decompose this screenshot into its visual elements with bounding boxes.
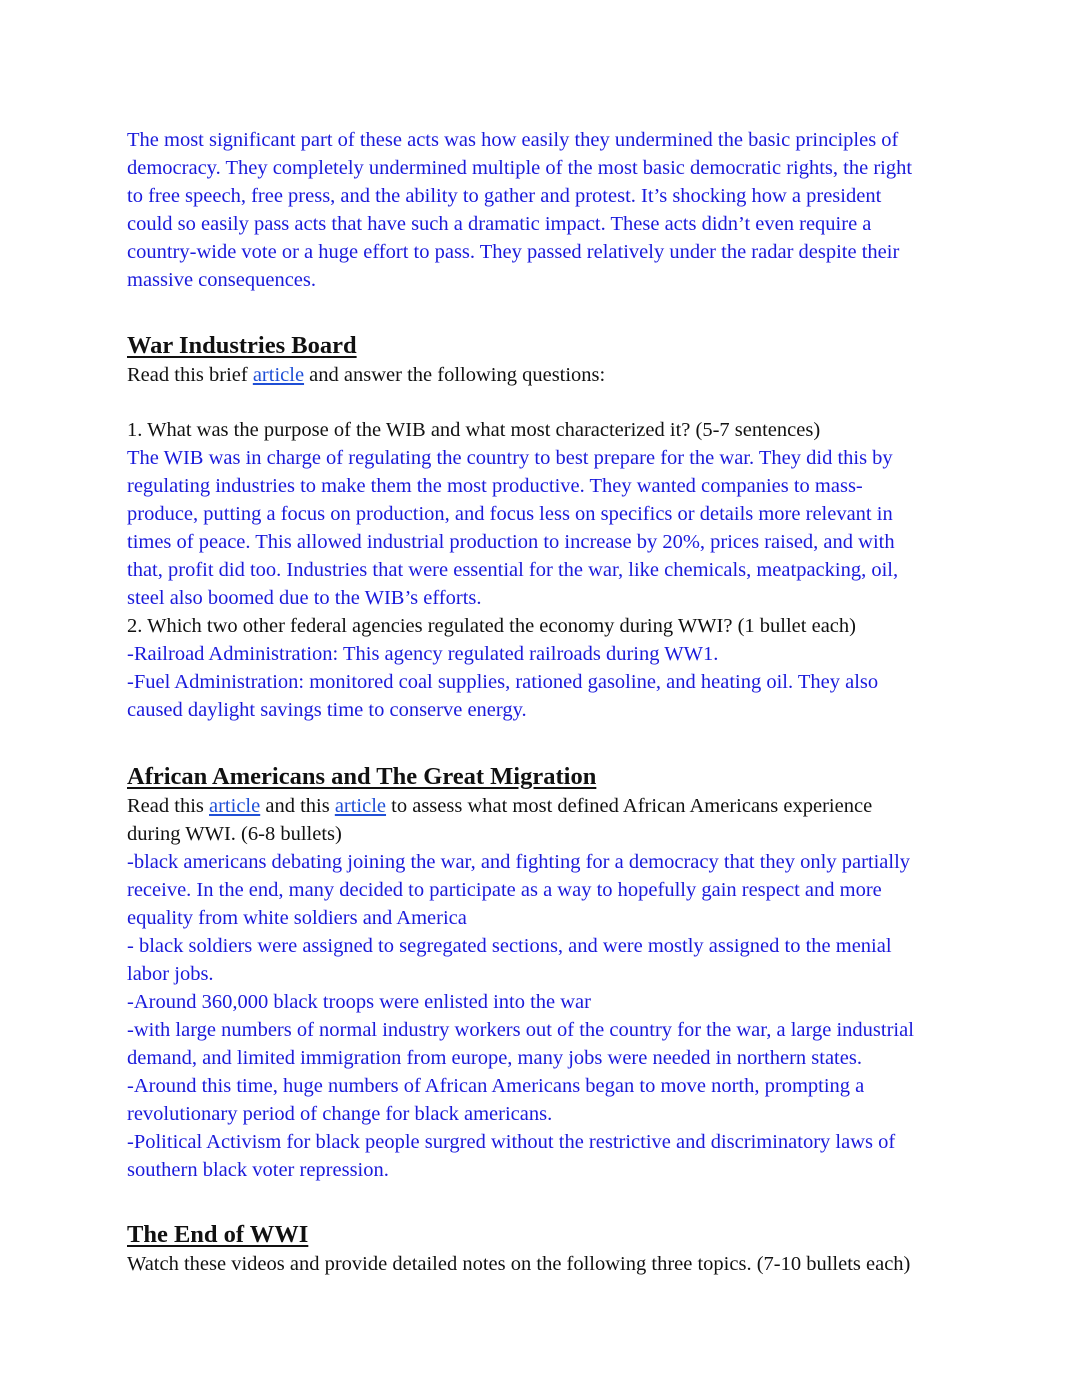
- gm-instr-part-3: to assess what most defined African Americans experience during WWI. (6-8 bullets): [127, 795, 873, 845]
- gm-article-link-2[interactable]: article: [334, 795, 387, 817]
- wib-answer-1: The WIB was in charge of regulating the country to best prepare for the war. They did this by regulating industries to make them the most productive. They wanted companies to mass- produce, putting a focus on production, and focus less on specifics or details more relevant in times of peace. This allowed industrial production to increase by 20%, prices raised, and with that, profit did too. Industries that were essential for the war, like chemicals, meatpacking, oil, steel also boomed due to the WIB’s efforts.: [127, 447, 899, 609]
- wib-question-2: 2. Which two other federal agencies regulated the economy during WWI? (1 bullet each): [127, 615, 856, 637]
- wib-instructions: [127, 361, 960, 389]
- gm-instr-part-2: and this: [260, 795, 335, 817]
- intro-answer-paragraph: The most significant part of these acts was how easily they undermined the basic principles of democracy. They completely undermined multiple of the most basic democratic rights, the right to free speech, free press, and the ability to gather and protest. It’s shocking how a president could so easily pass acts that have such a dramatic impact. These acts didn’t even require a country-wide vote or a huge effort to pass. They passed relatively under the radar despite their massive consequences.: [127, 129, 913, 291]
- great-migration-section: [127, 762, 960, 1184]
- end-of-wwi-heading: The End of WWI: [127, 1221, 309, 1248]
- wib-instructions-suffix: and answer the following questions:: [304, 364, 606, 386]
- great-migration-heading: African Americans and The Great Migration: [127, 763, 597, 790]
- war-industries-board-section: [127, 331, 960, 724]
- bullet-item: -with large numbers of normal industry workers out of the country for the war, a large industrial demand, and limited immigration from europe, many jobs were needed in northern states.: [127, 1019, 914, 1069]
- wib-instructions-prefix: Read this brief: [127, 364, 253, 386]
- end-of-wwi-instructions: Watch these videos and provide detailed notes on the following three topics. (7-10 bullets each): [127, 1253, 911, 1275]
- spacer: [127, 389, 960, 416]
- bullet-item: -Around 360,000 black troops were enlisted into the war: [127, 991, 591, 1013]
- wib-article-link[interactable]: article: [252, 364, 305, 386]
- wib-heading: War Industries Board: [127, 332, 357, 359]
- great-migration-instructions: [127, 792, 960, 848]
- bullet-item: - black soldiers were assigned to segregated sections, and were mostly assigned to the menial labor jobs.: [127, 935, 892, 985]
- bullet-item: -Political Activism for black people surgred without the restrictive and discriminatory laws of southern black voter repression.: [127, 1131, 896, 1181]
- wib-answer-2-fuel: -Fuel Administration: monitored coal supplies, rationed gasoline, and heating oil. They also caused daylight savings time to conserve energy.: [127, 671, 879, 721]
- gm-article-link-1[interactable]: article: [209, 795, 261, 817]
- wib-question-1: 1. What was the purpose of the WIB and what most characterized it? (5-7 sentences): [127, 419, 821, 441]
- bullet-item: -Around this time, huge numbers of African Americans began to move north, prompting a revolutionary period of change for black americans.: [127, 1075, 865, 1125]
- bullet-item: -black americans debating joining the war, and fighting for a democracy that they only partially receive. In the end, many decided to participate as a way to hopefully gain respect and more equality from white soldiers and America: [127, 851, 911, 929]
- end-of-wwi-section: [127, 1220, 960, 1278]
- wib-answer-2-railroad: -Railroad Administration: This agency regulated railroads during WW1.: [127, 643, 719, 665]
- gm-instr-part-1: Read this: [127, 795, 209, 817]
